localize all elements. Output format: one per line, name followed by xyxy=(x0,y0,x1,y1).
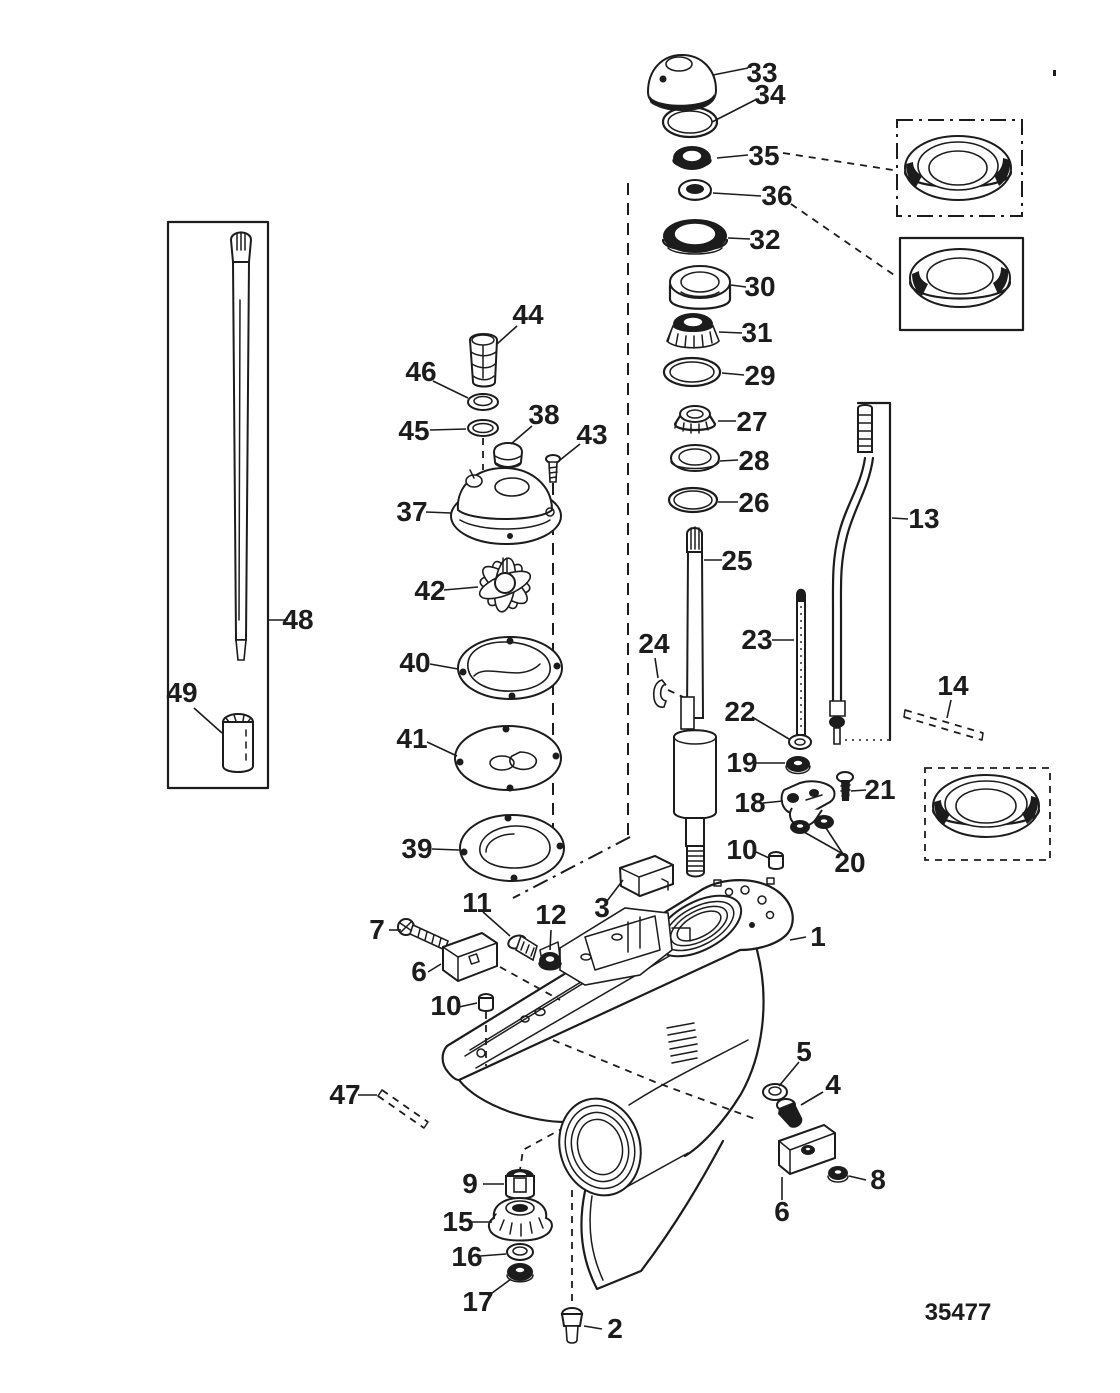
callout-29: 29 xyxy=(744,360,776,391)
part-46-washer xyxy=(468,394,498,410)
callout-14: 14 xyxy=(937,670,969,701)
part-24-retainer-clip xyxy=(654,680,666,707)
callout-10-upper: 10 xyxy=(726,834,758,865)
callout-5: 5 xyxy=(796,1036,812,1067)
part-26-o-ring-lower xyxy=(669,488,717,512)
callout-41: 41 xyxy=(396,723,428,754)
part-19-nut xyxy=(786,756,810,774)
callout-37: 37 xyxy=(396,496,428,527)
callout-32: 32 xyxy=(749,224,781,255)
callout-44: 44 xyxy=(512,299,544,330)
callout-35: 35 xyxy=(748,140,780,171)
part-27-pinion-gear xyxy=(675,406,715,433)
callout-11: 11 xyxy=(462,887,492,918)
callout-36: 36 xyxy=(761,180,793,211)
part-25-driveshaft xyxy=(674,527,716,877)
part-9-bushing xyxy=(506,1169,534,1199)
callout-9: 9 xyxy=(462,1168,478,1199)
part-35-upper-bearing xyxy=(673,146,711,170)
callout-27: 27 xyxy=(736,406,768,437)
part-34-o-ring xyxy=(663,107,717,137)
part-38-dome-plug xyxy=(494,443,522,467)
drawing-number: 35477 xyxy=(924,1299,992,1326)
part-33-bearing-carrier-cap xyxy=(648,55,716,110)
callout-25: 25 xyxy=(721,545,753,576)
part-22-washer xyxy=(789,735,811,749)
callout-33: 33 xyxy=(746,57,778,88)
callout-30: 30 xyxy=(744,271,776,302)
part-2-drain-screw xyxy=(562,1308,582,1343)
part-8-nut xyxy=(828,1166,848,1182)
bearing-detail-box-lower xyxy=(900,238,1023,330)
callout-21: 21 xyxy=(864,774,896,805)
part-42-impeller xyxy=(476,557,534,613)
part-3-cavity-block xyxy=(620,856,673,896)
callout-16: 16 xyxy=(451,1241,483,1272)
callout-31: 31 xyxy=(741,317,773,348)
callout-23: 23 xyxy=(741,624,773,655)
callout-40: 40 xyxy=(399,647,431,678)
part-44-tube-seal xyxy=(470,334,497,387)
bearing-detail-box-upper xyxy=(897,120,1022,216)
part-32-ball-bearing xyxy=(663,219,727,254)
callout-3: 3 xyxy=(594,892,610,923)
part-7-bolt xyxy=(398,919,448,950)
part-30-bearing-race xyxy=(670,266,730,309)
part-47-pin xyxy=(378,1090,428,1128)
callout-28: 28 xyxy=(738,445,770,476)
callout-1: 1 xyxy=(810,921,826,952)
part-6-mount-block-right xyxy=(779,1125,835,1174)
part-10-plug-left xyxy=(479,994,493,1011)
part-21-bolt xyxy=(837,772,853,801)
callout-22: 22 xyxy=(724,696,756,727)
callout-6-right: 6 xyxy=(774,1196,790,1227)
callout-18: 18 xyxy=(734,787,766,818)
callout-47: 47 xyxy=(329,1079,361,1110)
part-12-seal xyxy=(539,952,561,970)
callout-8: 8 xyxy=(870,1164,886,1195)
part-15-forward-gear xyxy=(489,1198,552,1241)
part-6-mount-block-left xyxy=(443,933,497,981)
callout-2: 2 xyxy=(607,1313,623,1344)
callout-34: 34 xyxy=(754,79,786,110)
callout-38: 38 xyxy=(528,399,560,430)
bearing-detail-box-right xyxy=(925,768,1050,860)
part-14-dowel-rod xyxy=(904,710,983,740)
part-39-lower-gasket xyxy=(460,815,564,882)
callout-12: 12 xyxy=(535,899,567,930)
callout-20: 20 xyxy=(834,847,866,878)
part-28-thrust-washer xyxy=(671,445,719,471)
part-31-tapered-roller-bearing xyxy=(667,313,719,348)
part-11-fitting xyxy=(506,933,537,960)
callout-39: 39 xyxy=(401,833,433,864)
part-36-spacer-ring xyxy=(679,180,711,200)
stray-mark xyxy=(1053,70,1056,76)
part-29-shim-ring xyxy=(664,358,720,386)
part-10-plug-upper xyxy=(769,852,783,869)
callout-43: 43 xyxy=(576,419,608,450)
part-49-bearing-carrier xyxy=(223,714,253,772)
part-43-screw xyxy=(546,455,560,482)
callout-24: 24 xyxy=(638,628,670,659)
callout-26: 26 xyxy=(738,487,770,518)
part-13-water-tube xyxy=(829,403,890,744)
part-41-gasket-plate xyxy=(455,726,561,792)
part-45-o-ring xyxy=(468,420,498,470)
callout-42: 42 xyxy=(414,575,446,606)
callout-13: 13 xyxy=(908,503,940,534)
callout-45: 45 xyxy=(398,415,430,446)
callout-10-left: 10 xyxy=(430,990,462,1021)
part-23-shift-shaft xyxy=(797,590,805,735)
part-4-anode-screw xyxy=(777,1099,802,1128)
part-5-seal-washer xyxy=(763,1084,787,1100)
callout-48: 48 xyxy=(282,604,314,635)
callout-4: 4 xyxy=(825,1069,841,1100)
callout-6-left: 6 xyxy=(411,956,427,987)
callout-19: 19 xyxy=(726,747,758,778)
callout-49: 49 xyxy=(166,677,198,708)
callout-17: 17 xyxy=(462,1286,494,1317)
callout-7: 7 xyxy=(369,914,385,945)
part-37-water-pump-housing xyxy=(451,468,561,544)
part-16-washer xyxy=(507,1244,533,1260)
callout-46: 46 xyxy=(405,356,437,387)
part-40-pump-face-plate xyxy=(458,637,562,700)
callout-15: 15 xyxy=(442,1206,474,1237)
